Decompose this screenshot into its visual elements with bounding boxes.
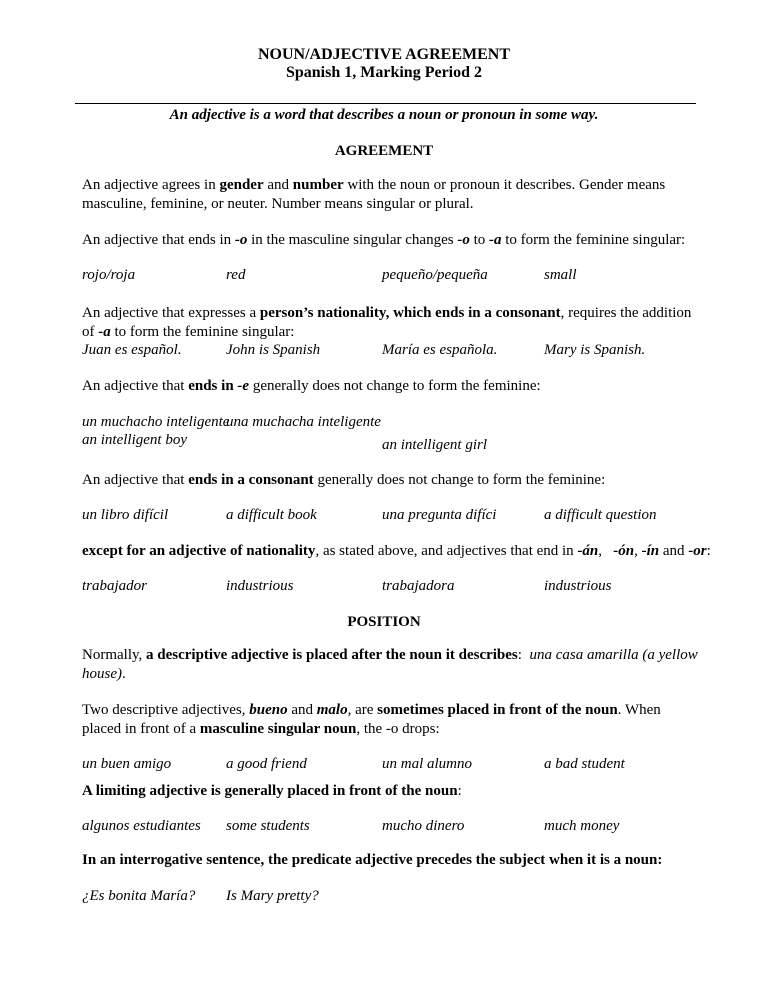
example-spanish: un mal alumno xyxy=(382,756,472,772)
paragraph: Normally, a descriptive adjective is placed after the noun it describes: una casa amarilla (a yellow house). xyxy=(82,647,698,682)
example-spanish: un libro difícil xyxy=(82,507,169,523)
example-spanish: María es española. xyxy=(382,342,498,358)
definition: An adjective is a word that describes a noun or pronoun in some way. xyxy=(169,107,599,123)
paragraph: Two descriptive adjectives, bueno and malo, are sometimes placed in front of the noun. When placed in front of a masculine singular noun, the -o drops: xyxy=(82,702,661,737)
paragraph: An adjective that ends in a consonant generally does not change to form the feminine: xyxy=(82,472,606,488)
example-english: industrious xyxy=(226,578,294,594)
example-english: industrious xyxy=(544,578,612,594)
example-english: small xyxy=(544,267,577,283)
example-english: a bad student xyxy=(544,756,625,772)
page-subtitle: Spanish 1, Marking Period 2 xyxy=(285,64,483,81)
header-divider xyxy=(75,103,696,104)
example-english: an intelligent girl xyxy=(382,437,487,453)
paragraph: except for an adjective of nationality, as stated above, and adjectives that end in -án, -ón, -ín and -or: xyxy=(82,543,711,559)
example-english: much money xyxy=(544,818,620,834)
example-spanish: una muchacha inteligente xyxy=(226,414,381,430)
example-spanish: una pregunta difíci xyxy=(382,507,497,523)
section-heading-agreement: AGREEMENT xyxy=(334,143,434,159)
example-english: Mary is Spanish. xyxy=(544,342,646,358)
page-title: NOUN/ADJECTIVE AGREEMENT xyxy=(257,46,511,63)
example-english: a good friend xyxy=(226,756,307,772)
example-english: Is Mary pretty? xyxy=(226,888,319,904)
example-spanish: un muchacho inteligente xyxy=(82,414,230,430)
example-spanish: rojo/roja xyxy=(82,267,136,283)
paragraph: A limiting adjective is generally placed in front of the noun: xyxy=(82,783,462,799)
paragraph: An adjective that ends in -e generally does not change to form the feminine: xyxy=(82,378,541,394)
example-spanish: ¿Es bonita María? xyxy=(82,888,196,904)
example-spanish: trabajador xyxy=(82,578,148,594)
example-spanish: trabajadora xyxy=(382,578,455,594)
example-english: red xyxy=(226,267,246,283)
example-spanish: Juan es español. xyxy=(82,342,182,358)
example-spanish: un buen amigo xyxy=(82,756,172,772)
example-english: an intelligent boy xyxy=(82,432,187,448)
paragraph: In an interrogative sentence, the predicate adjective precedes the subject when it is a noun: xyxy=(82,852,663,868)
paragraph: An adjective agrees in gender and number with the noun or pronoun it describes. Gender means masculine, feminine, or neuter. Number means singular or plural. xyxy=(82,177,666,212)
section-heading-position: POSITION xyxy=(347,614,421,630)
example-english: a difficult question xyxy=(544,507,657,523)
example-english: a difficult book xyxy=(226,507,317,523)
example-english: some students xyxy=(226,818,310,834)
example-english: John is Spanish xyxy=(226,342,321,358)
paragraph: An adjective that ends in -o in the masculine singular changes -o to -a to form the feminine singular: xyxy=(82,232,686,248)
example-spanish: algunos estudiantes xyxy=(82,818,201,834)
paragraph: An adjective that expresses a person’s nationality, which ends in a consonant, requires the addition of -a to form the feminine singular: xyxy=(82,305,692,340)
example-spanish: mucho dinero xyxy=(382,818,465,834)
example-spanish: pequeño/pequeña xyxy=(382,267,488,283)
